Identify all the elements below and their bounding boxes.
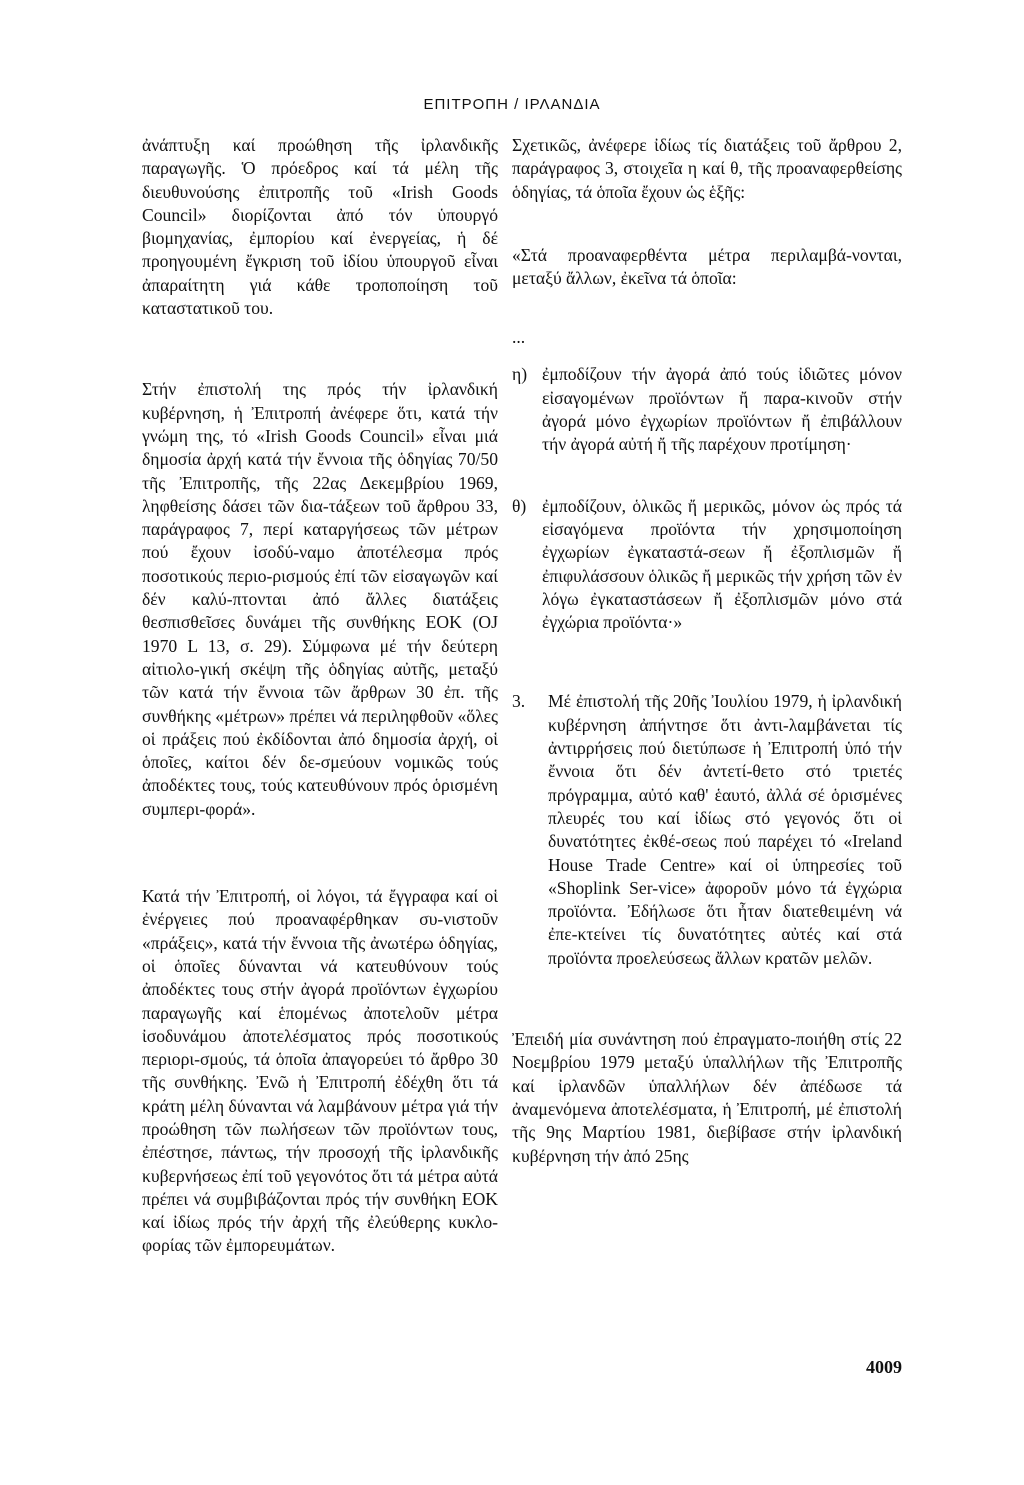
left-paragraph-1: ἀνάπτυξη καί προώθηση τῆς ἰρλανδικῆς παραγωγῆς. Ὁ πρόεδρος καί τά μέλη τῆς διευθυνούσης ἐπιτροπῆς τοῦ «Irish Goods Council» διορίζονται ἀπό τόν ὑπουργό βιομηχανίας, ἐμπορίου καί ἐνεργείας, ἡ δέ προηγουμένη ἔγκριση τοῦ ἰδίου ὑπουργοῦ εἶναι ἀπαραίτητη γιά κάθε τροποποίηση τοῦ καταστατικοῦ του. [142, 135, 498, 319]
ellipsis: ... [512, 327, 526, 348]
paragraph-gap [512, 349, 902, 363]
right-column [512, 134, 902, 1168]
running-header: ΕΠΙΤΡΟΠΗ / ΙΡΛΑΝΔΙΑ [423, 96, 601, 113]
paragraph-gap [512, 970, 902, 1028]
list-item-theta [512, 495, 902, 635]
right-paragraph-1: Σχετικῶς, ἀνέφερε ἰδίως τίς διατάξεις τοῦ ἄρθρου 2, παράγραφος 3, στοιχεῖα η καί θ, τῆς προαναφερθείσης ὁδηγίας, τά ὁποῖα ἔχουν ὡς ἑξῆς: [512, 135, 902, 202]
page-number: 4009 [866, 1357, 902, 1377]
paragraph-gap [512, 290, 902, 326]
list-marker: θ) [512, 495, 527, 516]
list-marker: η) [512, 364, 528, 385]
paragraph-gap [512, 634, 902, 690]
list-item-text: ἐμποδίζουν, ὁλικῶς ἤ μερικῶς, μόνον ὡς πρός τά εἰσαγόμενα προϊόντα τήν χρησιμοποίηση ἐγχωρίων ἐγκαταστά-σεων ἤ ἐξοπλισμῶν ἤ ἐπιφυλάσσουν ὁλικῶς ἤ μερικῶς τήν χρήση τῶν ἐν λόγω ἐγκαταστάσεων ἤ ἐξοπλισμῶν μόνο στά ἐγχώρια προϊόντα·» [542, 495, 902, 633]
left-column [142, 134, 498, 1258]
paragraph-gap [142, 821, 498, 885]
list-item-eta [512, 363, 902, 456]
paragraph-number: 3. [512, 691, 526, 712]
paragraph-gap [512, 204, 902, 244]
paragraph-gap [142, 320, 498, 378]
paragraph-gap [512, 457, 902, 495]
right-paragraph-3: Ἐπειδή μία συνάντηση πού ἐπραγματο-ποιήθη στίς 22 Νοεμβρίου 1979 μεταξύ ὑπαλλήλων τῆς Ἐπιτροπῆς καί ἰρλανδῶν ὑπαλλήλων δέν ἀπέδωσε τά ἀναμενόμενα ἀποτελέσματα, ἡ Ἐπιτροπή, μέ ἐπιστολή τῆς 9ης Μαρτίου 1981, διεβίβασε στήν ἰρλανδική κυβέρνηση τήν ἀπό 25ης [512, 1029, 902, 1166]
left-paragraph-2: Στήν ἐπιστολή της πρός τήν ἰρλανδική κυβέρνηση, ἡ Ἐπιτροπή ἀνέφερε ὅτι, κατά τήν γνώμη της, τό «Irish Goods Council» εἶναι μιά δημοσία ἀρχή κατά τήν ἔννοια τῆς ὁδηγίας 70/50 τῆς Ἐπιτροπῆς, τῆς 22ας Δεκεμβρίου 1969, ληφθείσης δάσει τῶν δια-τάξεων τοῦ ἄρθρου 33, παράγραφος 7, περί καταργήσεως τῶν μέτρων πού ἔχουν ἰσοδύ-ναμο ἀποτέλεσμα πρός ποσοτικούς περιο-ρισμούς ἐπί τῶν εἰσαγωγῶν καί δέν καλύ-πτονται ἀπό ἄλλες διατάξεις θεσπισθεῖσες δυνάμει τῆς συνθήκης ΕΟΚ (OJ 1970 L 13, σ. 29). Σύμφωνα μέ τήν δεύτερη αἰτιολο-γική σκέψη τῆς ὁδηγίας αὐτῆς, μεταξύ τῶν κατά τήν ἔννοια τῶν ἄρθρων 30 ἐπ. τῆς συνθήκης «μέτρων» πρέπει νά περιληφθοῦν «ὅλες οἱ πράξεις πού ἐκδίδονται ἀπό δημοσία ἀρχή, οἱ ὁποῖες, καίτοι δέν δε-σμεύουν νομικῶς τούς ἀποδέκτες τους, τούς κατευθύνουν πρός ὁρισμένη συμπερι-φορά». [142, 379, 498, 819]
right-paragraph-2: «Στά προαναφερθέντα μέτρα περιλαμβά-νονται, μεταξύ ἄλλων, ἐκεῖνα τά ὁποῖα: [512, 244, 902, 289]
numbered-paragraph-3 [512, 690, 902, 970]
left-paragraph-3: Κατά τήν Ἐπιτροπή, οἱ λόγοι, τά ἔγγραφα καί οἱ ἐνέργειες πού προαναφέρθηκαν συ-νιστοῦν «πράξεις», κατά τήν ἔννοια τῆς ἀνωτέρω ὁδηγίας, οἱ ὁποῖες δύνανται νά κατευθύνουν τούς ἀποδέκτες τους στήν ἀγορά προϊόντων ἐγχωρίου παραγωγῆς καί ἑπομένως ἀποτελοῦν μέτρα ἰσοδυνάμου ἀποτελέσματος πρός ποσοτικούς περιορι-σμούς, τά ὁποῖα ἀπαγορεύει τό ἄρθρο 30 τῆς συνθήκης. Ἐνῶ ἡ Ἐπιτροπή ἐδέχθη ὅτι τά κράτη μέλη δύνανται νά λαμβάνουν μέτρα γιά τήν προώθηση τῶν πωλήσεων τῶν προϊόντων τους, ἐπέστησε, πάντως, τήν προσοχή τῆς ἰρλανδικῆς κυβερνήσεως ἐπί τοῦ γεγονότος ὅτι τά μέτρα αὐτά πρέπει νά συμβιβάζονται πρός τήν συνθήκη ΕΟΚ καί ἰδίως πρός τήν ἀρχή τῆς ἐλεύθερης κυκλο-φορίας τῶν ἐμπορευμάτων. [142, 886, 498, 1256]
list-item-text: ἐμποδίζουν τήν ἀγορά ἀπό τούς ἰδιῶτες μόνον εἰσαγομένων προϊόντων ἤ παρα-κινοῦν στήν ἀγορά μόνο ἐγχωρίων προϊόντων ἤ ἐπιβάλλουν τήν ἀγορά αὐτή ἤ τῆς παρέχουν προτίμηση· [542, 364, 902, 455]
numbered-paragraph-text: Μέ ἐπιστολή τῆς 20ῆς Ἰουλίου 1979, ἡ ἰρλανδική κυβέρνηση ἀπήντησε ὅτι ἀντι-λαμβάνεται τίς ἀντιρρήσεις πού διετύπωσε ἡ Ἐπιτροπή ὑπό τήν ἔννοια ὅτι δέν ἀντετί-θετο στό τριετές πρόγραμμα, αὐτό καθ' ἑαυτό, ἀλλά σέ ὁρισμένες πλευρές του καί ἰδίως στό γεγονός ὅτι οἱ δυνατότητες ἐκθέ-σεως πού παρέχει τό «Ireland House Trade Centre» καί οἱ ὑπηρεσίες τοῦ «Shoplink Ser-vice» ἀφοροῦν μόνο τά ἐγχώρια προϊόντα. Ἐδήλωσε ὅτι ἦταν διατεθειμένη νά ἐπε-κτείνει τίς δυνατότητες αὐτές καί στά προϊόντα προελεύσεως ἄλλων κρατῶν μελῶν. [548, 691, 902, 968]
